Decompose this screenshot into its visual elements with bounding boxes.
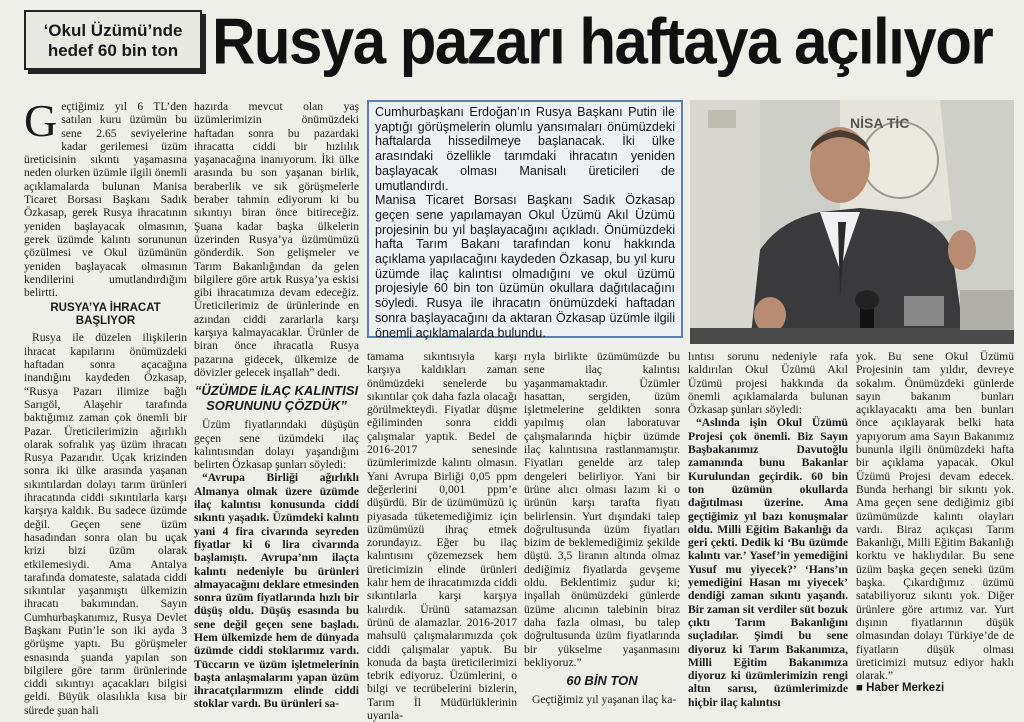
subheading-ilac: “ÜZÜMDE İLAÇ KALINTISI SORUNUNU ÇÖZDÜK” bbox=[194, 383, 359, 414]
kicker-box bbox=[24, 10, 202, 70]
headline: Rusya pazarı haftaya açılıyor bbox=[212, 5, 993, 78]
summary-box bbox=[367, 100, 683, 338]
body-paragraph: hazırda mevcut olan yaş üzümlerimizin önümüzdeki haftadan sonra bu pazardaki ihracatta ciddi bir hızlılık yaşanacağına inanıyorum. İki ülke arasında bu son yaşanan birlik, beraberlik ve sık görüşmelerle beraber tahmin ediyorum ki bu sıkıntıyı biran önce bitireceğiz. Şuana kadar başka ülkelerin üzerinden Rusya’ya üzümümüzü gönderdik. Son gelişmeler ve Tarım Bakanlığından da gelen bilgilere göre artık Rusya’ya eskisi gibi ihracatımıza devam edeceğiz. Üreticilerimiz de ürünlerinde en azından ciddi zararlarla karşı karşıya kalmayacaklar. Ürünler de biran önce ihracatla Rusya pazarına gidecek, ülkemize de dövizler gelecek inşallah” dedi. bbox=[194, 100, 359, 379]
body-paragraph: Rusya ile düzelen ilişkilerin ihracat kapılarını önümüzdeki haftadan sonra açacağına inandığını kaydeden Özkasap, “Rusya Pazarı ilimize bağlı Sarıgöl, Alaşehir tarafında baktığımız zaman çok önemli bir Pazar. Üreticilerimizin ağırlıklı olarak sofralık yaş üzüm ihracatı Rusya Pazarıdır. Uçak krizinden sonra iki ülke arasında yaşanan sıkıntılardan dolayı tarım ürünleri ihracatında ciddi sıkıntılarla karşı karşıya kaldık. Bu sadece üzümde değil. Geçen sene üzüm hasadından sonra olan bu uçak krizi bizi üzüm olarak etkilemesiydi. Ama Antalya tarafında domateste, salatada ciddi sıkıntılar yaşanmıştı ülkemizin ihracatı bakımından. Sayın Cumhurbaşkanımız, Rusya Devlet Başkanı Putin’le son iki ayda 3 görüşme yaptı. Bu görüşmeler esnasında şuanda yapılan son bilgilere göre tarım ürünlerinde ciddi sıkıntıyı açacakları bilgisi geldi. Büyük olasılıkla kısa bir sürede şuan hali bbox=[24, 331, 187, 717]
article-column-6 bbox=[856, 350, 1014, 695]
photo-illustration bbox=[690, 100, 1014, 344]
kicker-line-1: ‘Okul Üzümü’nde bbox=[43, 21, 183, 40]
article-column-3 bbox=[367, 350, 518, 722]
drop-cap: G bbox=[24, 95, 58, 146]
summary-text-2: Manisa Ticaret Borsası Başkanı Sadık Özkasap geçen sene yapılamayan Okul Üzümü Akıl Üzümü projesinin bu yıl başlayacağını açıkladı. Önümüzdeki hafta Tarım Bakanı tarafından konu hakkında açıklama yapılacağını kaydeden Özkasap, bu yıl kuru üzümde ilaç kalıntısı olmadığını ve okul üzümü projesiyle 60 bin ton üzümün okullara dağıtılacağını söyledi. Rusya ile ihracatın önümüzdeki haftadan sonra başlayacağını da aktaran Özkasap üzümle ilgili önemli açıklamalarda bulundu. bbox=[375, 193, 675, 340]
body-paragraph: rıyla birlikte üzümümüzde bu sene ilaç kalıntısı yaşanmamaktadır. Üzümler hasattan, sergiden, üzüm işletmelerine geldikten sonra yapılmış olan laboratuvar çalışmalarında hiçbir üzümde ilaç kalıntısına rastlanmamıştır. Fiyatları genelde arz talep dengeleri belirliyor. Yani bir ürüne alıcı olması lazım ki o ürünün karşı tarafta fiyatı belirlensin. Yurt dışındaki talep doğrultusunda üzüm fiyatları bizim de beklemediğimiz şekilde düştü. 3,5 liranın altında olmaz dediğimiz fiyatlarda gevşeme oldu. Beklentimiz şudur ki; inşallah önümüzdeki günlerde üzüme alıcının talebinin biraz daha fazla olması, bu talep doğrultusunda üzüm fiyatlarında bir yükselme yaşanmasını bekliyoruz.” bbox=[524, 350, 680, 669]
subheading-rusya: RUSYA’YA İHRACAT BAŞLIYOR bbox=[50, 302, 161, 328]
body-paragraph: Üzüm fiyatlarındaki düşüşün geçen sene üzümdeki ilaç kalıntısından dolayı yaşandığını belirten Özkasap şunları söyledi: bbox=[194, 418, 359, 472]
quote-paragraph: “Aslında işin Okul Üzümü Projesi çok önemli. Biz Sayın Başbakanımız Davutoğlu zamanında bunu Bakanlar Kurulundan geçirdik. 60 bin ton üzümün okullarda dağıtılması üzerine. Ama geçtiğimiz yıl bazı konuşmalar oldu. Milli Eğitim Bakanlığı da geri çekti. Dedik ki ‘Bu üzümde kalıntı var.’ Yasef’in yemediğini Yusuf mu yiyecek?’ ‘Hans’ın yemediğini Hasan mı yiyecek’ dendiği zaman sıkıntı yaşandı. Bir zaman sit verdiler süt bozuk çıktı Tarım Bakanlığını suçladılar. Şimdi bu sene diyoruz ki Tarım Bakanımıza, Milli Eğitim Bakanımıza diyoruz ki üzümlerimizin rengi altın sarısı, üzümlerimizde hiçbir ilaç kalıntısı bbox=[688, 416, 848, 709]
body-paragraph: yok. Bu sene Okul Üzümü Projesinin tam yıldır, devreye sokalım. Önümüzdeki günlerde sayın bakanım bunları açıklayacaktı ama ben bunları önce açıklayarak belki hata yapıyorum ama Sayın Bakanımız bununla ilgili önümüzdeki hafta bir açıklama yapacak. Okul Üzümü Projesi devam edecek. Bunda herhangi bir sıkıntı yok. Ama geçen sene dediğimiz gibi üzümümüzde kalıntı olayları vardı. Biraz açıkçası Tarım Bakanlığı, Milli Eğitim Bakanlığı korktu ve haklıydılar. Bu sene üzüm başka geçen seneki üzüm başka. Çıkardığımız üzümü satabiliyoruz sıkıntı yok. Diğer ürünlere göre artımız var. Yurt dışının fiyatlarının düşük olmasından dolayı Türkiye’de de fiyatların düşük olması üreticimizi mutsuz ediyor haklı olarak.” bbox=[856, 350, 1014, 683]
quote-paragraph: “Avrupa Birliği ağırlıklı Almanya olmak üzere üzümde ilaç kalıntısı konusunda ciddi sıkıntı yaşadık. Üzümdeki kalıntı yani 4 fira civarında seyreden fiyatlar ki 6 lira civarında başlamıştı. Avrupa’nın ilaçta kalıntı nedeniyle bu ürünleri almayacağını deklare etmesinden sonra üzüm fiyatlarında hızlı bir düşüş oldu. Düşüş esasında bu sene değil geçen sene başladı. Hem ülkemizde hem de dünyada üzümde ciddi stoklarımız vardı. Tüccarın ve üzüm işletmelerinin başta anlaşmalarını yapan üzüm ihracatçılarımızın elinde ciddi stoklar vardı. Bu ürünleri sa- bbox=[194, 471, 359, 711]
article-column-5 bbox=[688, 350, 848, 709]
portrait-photo bbox=[690, 100, 1014, 344]
byline-text: Haber Merkezi bbox=[866, 682, 945, 695]
byline-square-icon: ■ bbox=[856, 682, 867, 695]
subheading-60bin: 60 BİN TON bbox=[566, 673, 638, 689]
summary-text-1: Cumhurbaşkanı Erdoğan’ın Rusya Başkanı Putin ile yaptığı görüşmelerin olumlu yansımaları önümüzdeki haftalarda hissedilmeye başlanacak. İki ülke arasındaki özellikle tarımdaki ihracatın yeniden başlayacak olması Manisalı üreticileri de umutlandırdı. bbox=[375, 105, 675, 193]
body-paragraph: tamama sıkıntısıyla karşı karşıya kaldıkları zaman önümüzdeki senelerde bu sıkıntılar çok daha fazla olacağı görülmekteydi. Fiyatlar düşme eğiliminden sonra ciddi çalışmalar yaptık. Bedel de 2016-2017 senesinde üzümlerimizde kalıntı olmasın. Yani Avrupa Birliği 0,05 ppm değerlerini 0,001 ppm’e düşürdü. Bir de üzümümüzü iç piyasada tüketemediğimiz için üzümümüzü ihraç etmek zorundayız. Eğer bu ilaç kalıntısını çözemezsek hem üreticimizin elinde ürünleri kalır hem de ihracatımızda ciddi sıkıntılarla karşı karşıya kalırdık. Ürünü satamazsan ürünü de alamazlar. 2016-2017 mahsulü çalışmalarımızda çok ciddi çalışmalar yaptık. Bu konuda da başta üreticilerimizi tebrik ediyoruz. Üzümlerini, o bilgi ve tecrübelerini bizlerin, Tarım İl Müdürlüklerinin uyarıla- bbox=[367, 350, 518, 722]
article-column-1 bbox=[24, 95, 187, 717]
intro-paragraph: eçtiğimiz yıl 6 TL’den satılan kuru üzümün bu sene 2.65 seviyelerine kadar gerilemesi üzüm üreticisinin sıkıntı yaşamasına neden olurken üzümle ilgili önemli açıklamalarda bulunan Manisa Ticaret Borsası Başkanı Sadık Özkasap, gerek Rusya ihracatının yeniden başlayacak olmasının, gerek üzümde kalıntı sorununun çözülmesi ve Okul üzümünün yeniden başlayacak olmasının kendilerini umutlandırdığını belirtti. bbox=[24, 100, 187, 300]
article-column-4 bbox=[524, 350, 680, 707]
article-column-2 bbox=[194, 100, 359, 711]
body-paragraph: Geçtiğimiz yıl yaşanan ilaç ka- bbox=[532, 693, 677, 707]
banner-text: NİSA TİC bbox=[850, 115, 910, 131]
kicker-line-2: hedef 60 bin ton bbox=[47, 41, 179, 60]
body-paragraph: lıntısı sorunu nedeniyle rafa kaldırılan Okul Üzümü Akıl Üzümü projesi hakkında da önemli açıklamalarda bulunan Özkasap şunları söyledi: bbox=[688, 350, 848, 417]
byline bbox=[856, 682, 1014, 695]
